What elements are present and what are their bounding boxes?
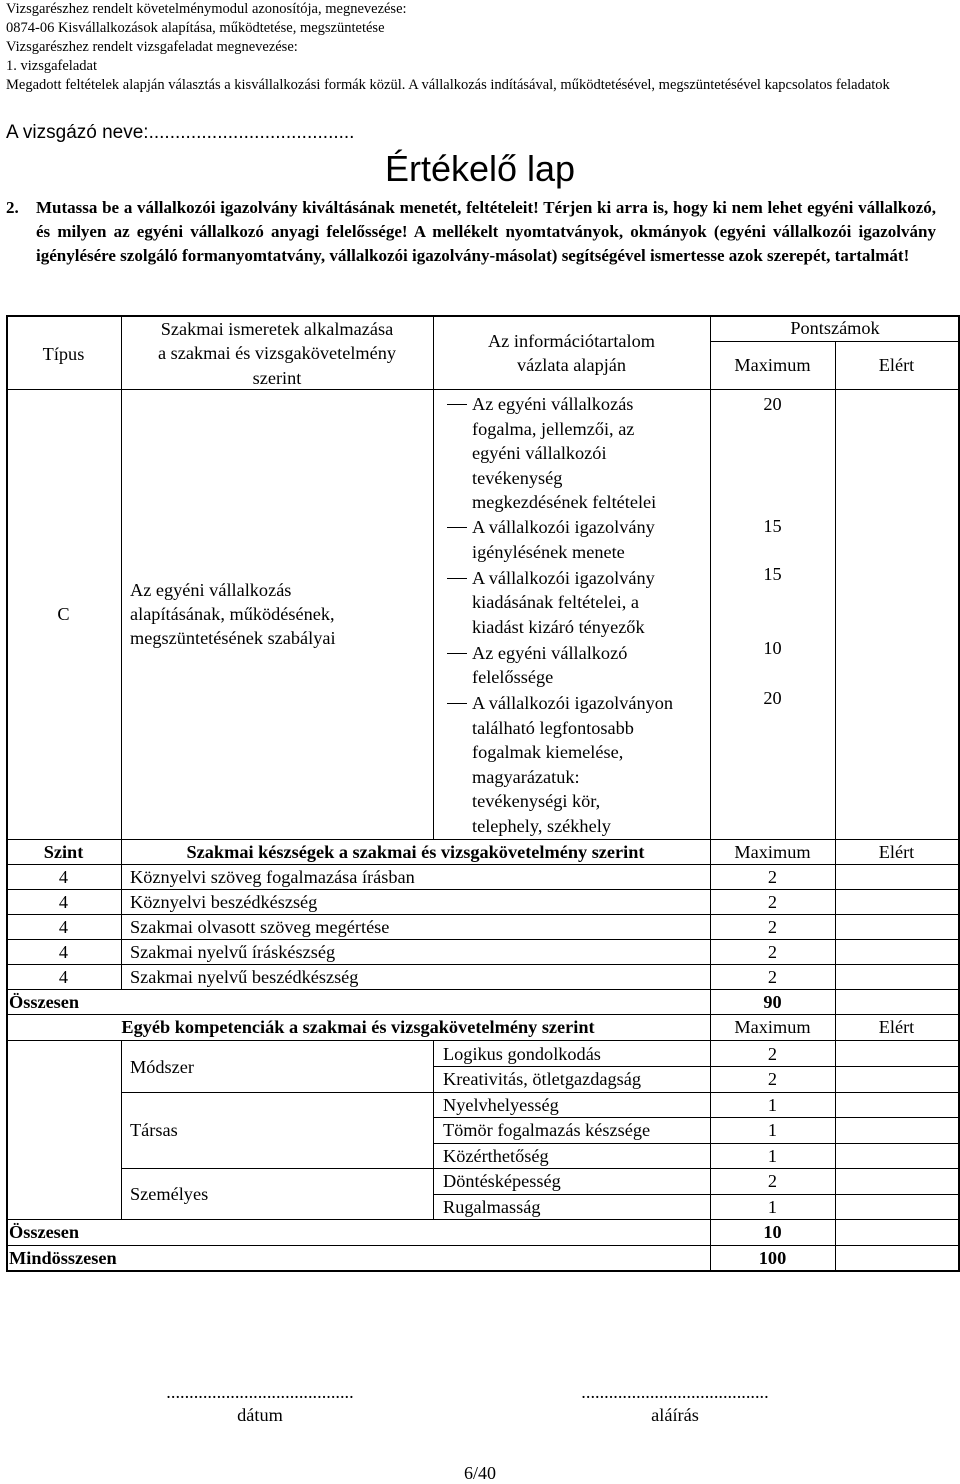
max-points: 10 xyxy=(763,638,782,658)
max-points: 1 xyxy=(767,1120,778,1140)
info-line: felelőssége xyxy=(472,667,554,687)
task-number: 2. xyxy=(6,198,19,217)
max-points: 2 xyxy=(767,892,778,912)
type-value: C xyxy=(57,604,70,624)
max-points: 2 xyxy=(767,1069,778,1089)
page-number: 6/40 xyxy=(463,1463,496,1483)
column-header-maximum: Maximum xyxy=(734,1017,811,1037)
total-value: 90 xyxy=(763,992,782,1012)
column-header-type: Típus xyxy=(42,344,85,364)
column-header-knowledge: Szakmai ismeretek alkalmazása xyxy=(160,319,394,339)
skill-label: Szakmai olvasott szöveg megértése xyxy=(130,917,390,937)
table-border xyxy=(958,839,960,1014)
skill-level: 4 xyxy=(58,942,69,962)
column-header-achieved: Elért xyxy=(878,1017,915,1037)
dash-bullet xyxy=(447,404,467,405)
topic-line: megszüntetésének szabályai xyxy=(130,628,336,648)
skill-label: Szakmai nyelvű íráskészség xyxy=(130,942,336,962)
max-points: 1 xyxy=(767,1146,778,1166)
column-header-knowledge: szerint xyxy=(252,368,302,388)
competency-label: Tömör fogalmazás készsége xyxy=(443,1120,651,1140)
competency-group: Módszer xyxy=(130,1057,194,1077)
competency-label: Logikus gondolkodás xyxy=(443,1044,601,1064)
info-line: fogalma, jellemzői, az xyxy=(472,419,635,439)
info-line: telephely, székhely xyxy=(472,816,611,836)
candidate-name: A vizsgázó neve:....................................... xyxy=(6,122,355,143)
competency-label: Kreativitás, ötletgazdagság xyxy=(443,1069,641,1089)
table-border xyxy=(6,1014,8,1270)
skill-level: 4 xyxy=(58,967,69,987)
info-line: kiadást kizáró tényezők xyxy=(472,617,645,637)
dash-bullet xyxy=(447,578,467,579)
max-points: 1 xyxy=(767,1197,778,1217)
skill-label: Köznyelvi szöveg fogalmazása írásban xyxy=(130,867,415,887)
max-points: 2 xyxy=(767,1171,778,1191)
total-label: Összesen xyxy=(9,1222,80,1242)
signature-label: aláírás xyxy=(651,1405,699,1425)
header-line: Megadott feltételek alapján választás a kisvállalkozási formák közül. A vállalkozás indításával, működtetésével, megszüntetésével kapcsolatos feladatok xyxy=(6,77,890,93)
column-header-knowledge: a szakmai és vizsgakövetelmény xyxy=(157,343,397,363)
header-line: 1. vizsgafeladat xyxy=(6,58,97,74)
competency-group: Társas xyxy=(130,1120,178,1140)
grand-total-label: Mindösszesen xyxy=(9,1248,117,1268)
info-line: A vállalkozói igazolványon xyxy=(472,693,674,713)
table-border xyxy=(835,1014,836,1270)
max-points: 2 xyxy=(767,867,778,887)
grand-total-value: 100 xyxy=(758,1248,787,1268)
competency-label: Nyelvhelyesség xyxy=(443,1095,559,1115)
table-border xyxy=(433,315,434,839)
skill-label: Szakmai nyelvű beszédkészség xyxy=(130,967,359,987)
competency-label: Döntésképesség xyxy=(443,1171,561,1191)
total-label: Összesen xyxy=(9,992,80,1012)
info-line: A vállalkozói igazolvány xyxy=(472,568,655,588)
info-line: egyéni vállalkozói xyxy=(472,443,607,463)
competency-label: Rugalmasság xyxy=(443,1197,541,1217)
topic-line: alapításának, működésének, xyxy=(130,604,335,624)
column-header-info: Az információtartalom xyxy=(487,331,655,351)
table-border xyxy=(121,1040,122,1219)
column-header-achieved: Elért xyxy=(878,842,915,862)
info-line: található legfontosabb xyxy=(472,718,634,738)
info-line: Az egyéni vállalkozó xyxy=(472,643,628,663)
column-header-competencies: Egyéb kompetenciák a szakmai és vizsgakövetelmény szerint xyxy=(121,1017,595,1037)
info-line: megkezdésének feltételei xyxy=(472,492,657,512)
table-border xyxy=(958,1014,960,1270)
table-border xyxy=(433,1040,434,1219)
max-points: 1 xyxy=(767,1095,778,1115)
column-header-info: vázlata alapján xyxy=(516,355,627,375)
competency-group: Személyes xyxy=(130,1184,209,1204)
info-line: igénylésének menete xyxy=(472,542,625,562)
max-points: 15 xyxy=(763,516,782,536)
column-header-maximum: Maximum xyxy=(734,355,811,375)
date-label: dátum xyxy=(237,1405,283,1425)
table-border xyxy=(6,1040,960,1041)
competency-label: Közérthetőség xyxy=(443,1146,549,1166)
info-line: kiadásának feltételei, a xyxy=(472,592,639,612)
topic-line: Az egyéni vállalkozás xyxy=(130,580,292,600)
skill-level: 4 xyxy=(58,892,69,912)
column-header-points: Pontszámok xyxy=(790,318,880,338)
table-border xyxy=(835,341,836,839)
date-dots: ......................................... xyxy=(166,1382,354,1402)
dash-bullet xyxy=(447,527,467,528)
max-points: 15 xyxy=(763,564,782,584)
page-title: Értékelő lap xyxy=(384,148,576,189)
column-header-achieved: Elért xyxy=(878,355,915,375)
dash-bullet xyxy=(447,703,467,704)
max-points: 2 xyxy=(767,967,778,987)
skill-level: 4 xyxy=(58,867,69,887)
table-border xyxy=(835,839,836,1014)
table-border xyxy=(6,315,8,839)
column-header-level: Szint xyxy=(43,842,84,862)
column-header-maximum: Maximum xyxy=(734,842,811,862)
table-border xyxy=(958,315,960,839)
task-text: Mutassa be a vállalkozói igazolvány kiváltásának menetét, feltételeit! Térjen ki arra is, hogy ki nem lehet egyéni vállalkozó, és milyen az egyéni vállalkozó anyagi felelőssége! A mellékelt nyomtatványok, okmányok (egyéni vállalkozói igazolvány igénylésére szolgáló formanyomtatvány, vállalkozói igazolvány-másolat) segítségével ismertesse azok szerepét, tartalmát! xyxy=(36,198,936,265)
max-points: 20 xyxy=(763,688,782,708)
dash-bullet xyxy=(447,653,467,654)
info-line: tevékenység xyxy=(472,468,563,488)
max-points: 20 xyxy=(763,394,782,414)
max-points: 2 xyxy=(767,1044,778,1064)
info-line: magyarázatuk: xyxy=(472,767,580,787)
info-line: A vállalkozói igazolvány xyxy=(472,517,655,537)
document-header xyxy=(6,0,956,95)
header-line: Vizsgarészhez rendelt vizsgafeladat megnevezése: xyxy=(6,39,298,55)
info-line: fogalmak kiemelése, xyxy=(472,742,624,762)
max-points: 2 xyxy=(767,942,778,962)
total-value: 10 xyxy=(763,1222,782,1242)
table-border xyxy=(121,315,122,839)
header-line: 0874-06 Kisvállalkozások alapítása, működtetése, megszüntetése xyxy=(6,20,385,36)
info-line: Az egyéni vállalkozás xyxy=(472,394,634,414)
column-header-skills: Szakmai készségek a szakmai és vizsgakövetelmény szerint xyxy=(186,842,645,862)
signature-dots: ......................................... xyxy=(581,1382,769,1402)
task-statement xyxy=(6,196,936,268)
skill-label: Köznyelvi beszédkészség xyxy=(130,892,318,912)
skill-level: 4 xyxy=(58,917,69,937)
header-line: Vizsgarészhez rendelt követelménymodul azonosítója, megnevezése: xyxy=(6,1,407,17)
max-points: 2 xyxy=(767,917,778,937)
info-line: tevékenységi kör, xyxy=(472,791,601,811)
